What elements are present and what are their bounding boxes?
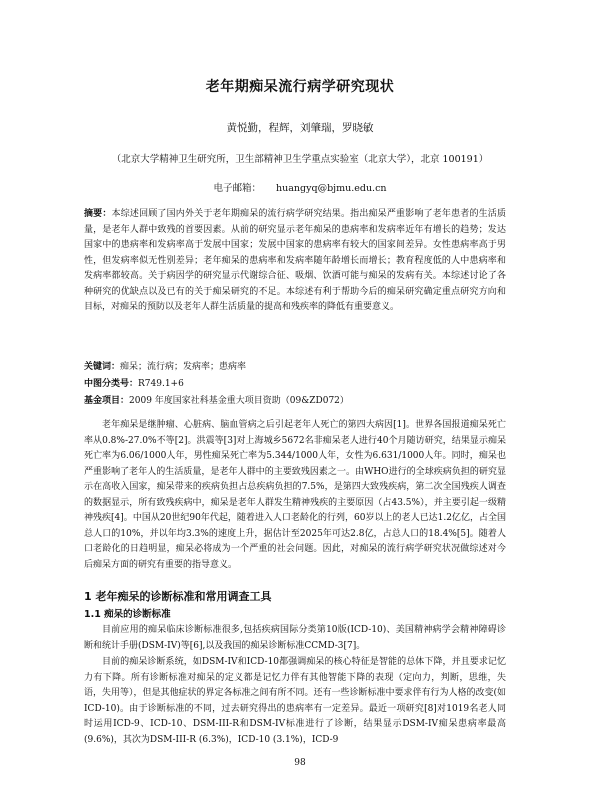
classification-number xyxy=(84,377,506,393)
fund-label: 基金项目： xyxy=(84,396,130,406)
page-number: 98 xyxy=(294,758,306,768)
fund-text: 2009 年度国家社科基金重大项目资助（09&ZD072） xyxy=(129,396,349,406)
abstract-text: 本综述回顾了国内外关于老年期痴呆的流行病学研究结果。指出痴呆严重影响了老年患者的生活质量，是老年人群中致残的首要因素。从前的研究显示老年痴呆的患病率和发病率近年有增长的趋势；发达国家中的患病率和发病率高于发展中国家；发展中国家的患病率有较大的国家间差异。女性患病率高于男性，但发病率似无性别差异；老年痴呆的患病率和发病率随年龄增长而增长；教育程度低的人中患病率和发病率都较高。关于病因学的研究显示代谢综合征、吸烟、饮酒可能与痴呆的发病有关。本综述讨论了各种研究的优缺点以及已有的关于痴呆研究的不足。本综述有利于帮助今后的痴呆研究确定重点研究方向和目标，对痴呆的预防以及老年人群生活质量的提高和残疾率的降低有重要意义。 xyxy=(84,209,506,312)
keywords-label: 关键词： xyxy=(84,362,121,372)
fund-project xyxy=(84,394,506,410)
author-list: 黄悦勤，程辉，刘肇瑞，罗晓敏 xyxy=(226,122,374,134)
keywords-text: 痴呆；流行病；发病率；患病率 xyxy=(120,362,247,372)
email-address: huangyq@bjmu.edu.cn xyxy=(276,183,387,194)
email-label: 电子邮箱： xyxy=(213,183,261,194)
subsection-heading: 1.1 痴呆的诊断标准 xyxy=(84,609,171,620)
clc-label: 中图分类号： xyxy=(84,379,139,389)
affiliation: （北京大学精神卫生研究所，卫生部精神卫生学重点实验室（北京大学），北京 100191） xyxy=(111,154,489,165)
email-line xyxy=(0,180,600,194)
body-paragraph: 目前的痴呆诊断系统，如DSM-IV和ICD-10都强调痴呆的核心特征是智能的总体下降，并且要求记忆力有下降。所有诊断标准对痴呆的定义都是记忆力伴有其他智能下降的表现（定向力，判断，思维，失语，失用等），但是其他症状的界定各标准之间有所不同。还有一些诊断标准中要求伴有行为人格的改变(如 ICD-10)。由于诊断标准的不同，过去研究得出的患病率有一定差异。最近一项研究[8]对1019名老人同时运用ICD-9、ICD-10、DSM-III-R和DSM-IV标准进行了诊断，结果显示DSM-IV痴呆患病率最高(9.6%)，其次为DSM-III-R (6.3%)，ICD-10 (3.1%)，ICD-9 xyxy=(84,657,507,745)
body-paragraph: 目前应用的痴呆临床诊断标准很多,包括疾病国际分类第10版(ICD-10)、美国精神病学会精神障碍诊断和统计手册(DSM-IV)等[6],以及我国的痴呆诊断标准CCMD-3[7]。 xyxy=(84,625,506,651)
keywords xyxy=(84,360,506,376)
section-heading: 1 老年痴呆的诊断标准和常用调查工具 xyxy=(84,590,272,603)
intro-paragraph: 老年痴呆是继肿瘤、心脏病、脑血管病之后引起老年人死亡的第四大病因[1]。世界各国报道痴呆死亡率从0.8%-27.0%不等[2]。洪震等[3]对上海城乡5672名非痴呆老人进行40个月随访研究，结果显示痴呆死亡率为6.06/1000人年，男性痴呆死亡率为5.344/1000人年，女性为6.631/1000人年。同时，痴呆也严重影响了老年人的生活质量，是老年人群中的主要致残因素之一。由WHO进行的全球疾病负担的研究显示在高收入国家，痴呆带来的疾病负担占总疾病负担的7.5%，是第四大致残疾病，第二次全国残疾人调查的数据显示，所有致残疾病中，痴呆是老年人群发生精神残疾的主要原因（占43.5%），并主要引起一级精神残疾[4]。中国从20世纪90年代起，随着进入人口老龄化的行列，60岁以上的老人已达1.2亿亿，占全国总人口的10%，并以年均3.3%的速度上升，据估计至2025年可达2.8亿，占总人口的18.4%[5]。随着人口老龄化的日趋明显，痴呆必将成为一个严重的社会问题。因此，对痴呆的流行病学研究状况做综述对今后痴呆方面的研究有重要的指导意义。 xyxy=(84,420,506,570)
abstract-label: 摘要： xyxy=(84,209,112,219)
article-title: 老年期痴呆流行病学研究现状 xyxy=(205,79,395,95)
clc-text: R749.1+6 xyxy=(138,379,184,389)
abstract xyxy=(84,207,506,316)
